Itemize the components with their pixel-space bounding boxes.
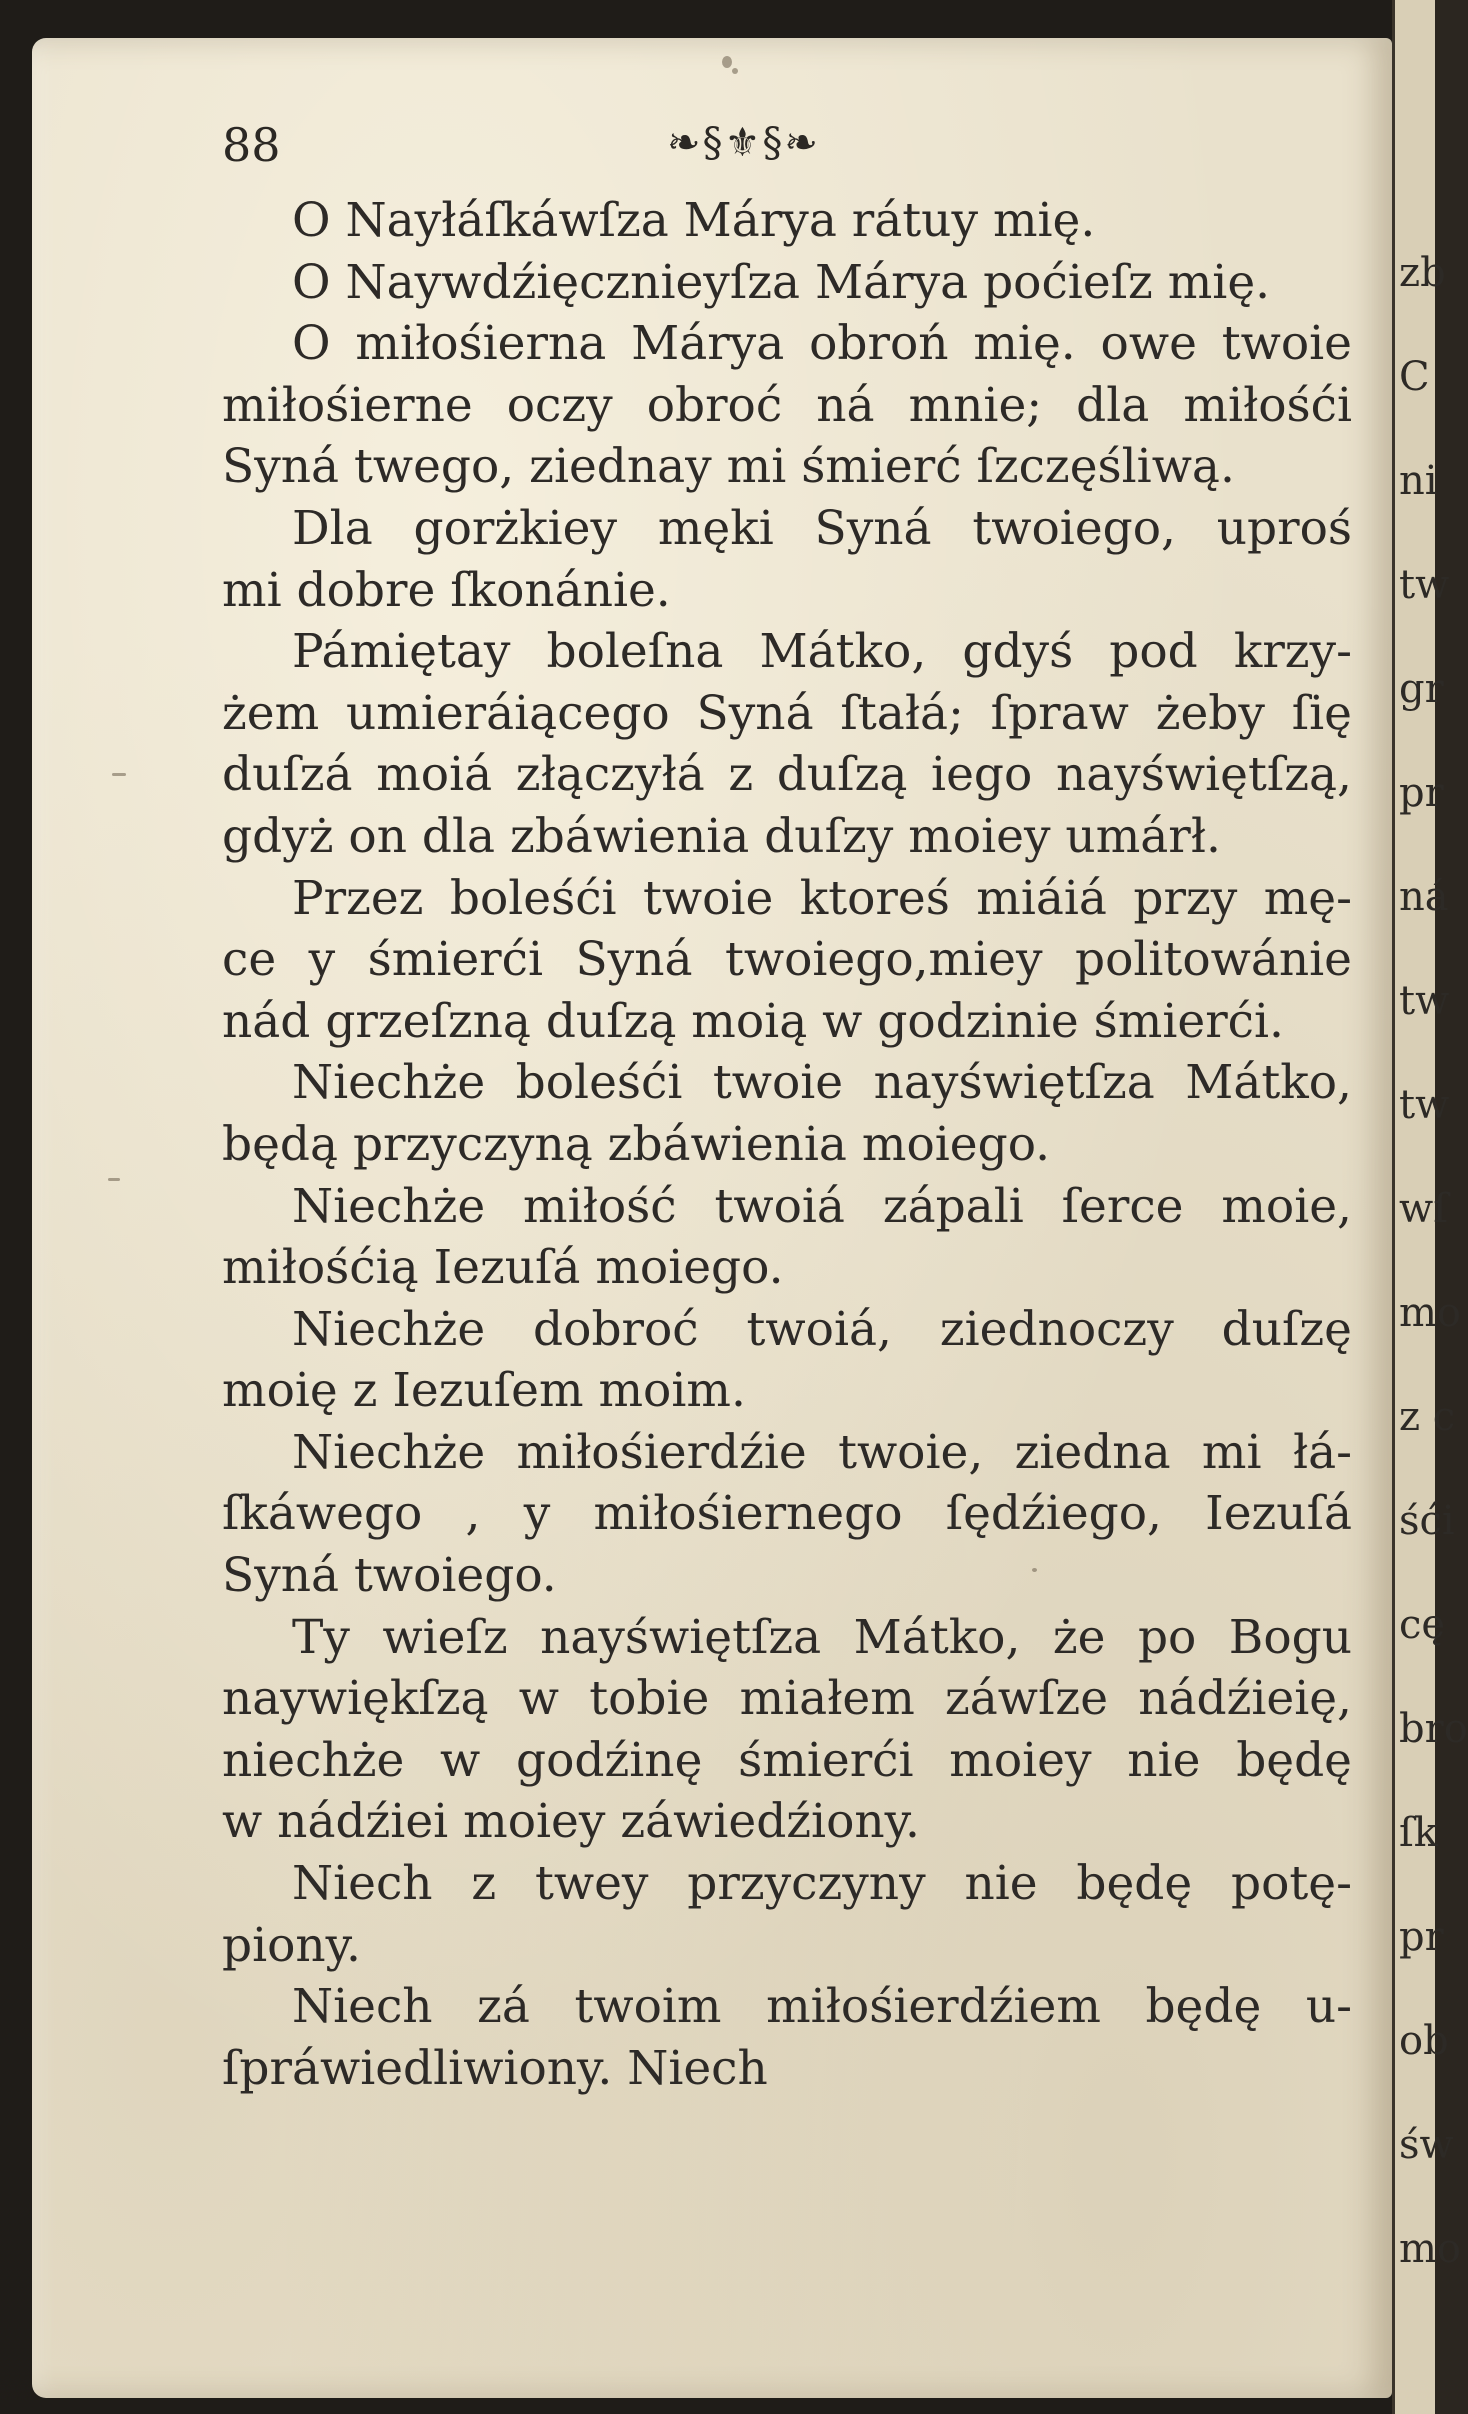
text-line: żem umieráiącego Syná ſtałá; ſpraw żeby ſię: [222, 685, 1352, 741]
adjacent-page-fragment: cę: [1399, 1602, 1446, 1648]
text-line: Niechże dobroć twoiá, ziednoczy duſzę: [292, 1301, 1352, 1357]
page-header: [172, 118, 1322, 188]
adjacent-page-edge: [1392, 0, 1468, 2414]
adjacent-page-fragment: wſ: [1399, 1186, 1449, 1232]
text-line: Niech z twey przyczyny nie będę potę-: [292, 1856, 1352, 1912]
text-line: w nádźiei moiey záwiedźiony.: [222, 1794, 920, 1850]
adjacent-page-fragment: zb: [1399, 250, 1446, 296]
text-line: Dla gorżkiey męki Syná twoiego, uproś: [292, 500, 1352, 556]
text-line: nád grzeſzną duſzą moią w godzinie śmierći.: [222, 993, 1284, 1049]
adjacent-page-fragment: pr: [1399, 770, 1444, 816]
text-line: Ty wieſz nayświętſza Mátko, że po Bogu: [292, 1609, 1352, 1665]
adjacent-page-fragment: ſk: [1399, 1810, 1439, 1856]
adjacent-page-fragment: pr: [1399, 1914, 1444, 1960]
text-line: moię z Iezuſem moim.: [222, 1363, 746, 1419]
text-line: miłośćią Iezuſá moiego.: [222, 1240, 784, 1296]
adjacent-page-fragment: bro: [1399, 1706, 1468, 1752]
prayer-text-block: [222, 190, 1362, 2099]
paper-blemish: [722, 56, 732, 68]
adjacent-page-fragment: mo: [1399, 1290, 1462, 1336]
text-line: ce y śmierći Syná twoiego,miey politowánie: [222, 932, 1352, 988]
text-line: Niechże miłość twoiá zápali ſerce moie,: [292, 1178, 1352, 1234]
text-line: duſzá moiá złączyłá z duſzą iego nayświętſzą,: [222, 747, 1352, 803]
adjacent-page-fragment: mo: [1399, 2226, 1462, 2272]
text-line: ſkáwego , y miłośiernego ſędźiego, Iezuſá: [222, 1486, 1352, 1542]
text-line: O Naywdźięcznieyſza Márya poćieſz mię.: [292, 254, 1271, 310]
text-line: Przez boleśći twoie ktoreś miáiá przy mę-: [292, 870, 1352, 926]
text-line: Syná twoiego.: [222, 1548, 557, 1604]
adjacent-page-fragment: św: [1399, 2122, 1454, 2168]
paper-blemish: [732, 68, 738, 74]
text-line: Pámiętay boleſna Mátko, gdyś pod krzy-: [292, 624, 1352, 680]
adjacent-page-fragment: C: [1399, 354, 1430, 400]
adjacent-page-fragment: ná: [1399, 874, 1449, 920]
text-line: niechże w godźinę śmierći moiey nie będę: [222, 1732, 1352, 1788]
header-ornament: ❧§⚜§❧: [667, 120, 820, 166]
text-line: mi dobre ſkonánie.: [222, 562, 671, 618]
adjacent-page-fragment: tw: [1399, 562, 1450, 608]
adjacent-page-fragment: śći: [1399, 1498, 1455, 1544]
adjacent-page-fragment: gr: [1399, 666, 1444, 712]
text-line: O miłośierna Márya obroń mię. owe twoie: [292, 316, 1352, 372]
adjacent-page-fragment: ob: [1399, 2018, 1449, 2064]
text-line: gdyż on dla zbáwienia duſzy moiey umárł.: [222, 808, 1221, 864]
text-line: będą przyczyną zbáwienia moiego.: [222, 1116, 1051, 1172]
text-line: O Nayłáſkáwſza Márya rátuy mię.: [292, 193, 1096, 248]
text-line: ſpráwiedliwiony. Niech: [222, 2040, 768, 2096]
text-line: Syná twego, ziednay mi śmierć ſzczęśliwą.: [222, 439, 1235, 495]
text-line: piony.: [222, 1917, 361, 1973]
text-line: miłośierne oczy obroć ná mnie; dla miłośći: [222, 377, 1352, 433]
adjacent-page-fragment: z c: [1399, 1394, 1456, 1440]
text-line: Niechże boleśći twoie nayświętſza Mátko,: [292, 1055, 1352, 1111]
adjacent-page-fragment: ni: [1399, 458, 1438, 504]
text-line: Niech zá twoim miłośierdźiem będę u-: [292, 1979, 1352, 2035]
page-number: 88: [222, 118, 281, 172]
adjacent-page-fragment: tw: [1399, 1082, 1450, 1128]
adjacent-page-fragment: tw: [1399, 978, 1450, 1024]
text-line: naywiękſzą w tobie miałem záwſze nádźieię,: [222, 1671, 1352, 1727]
text-line: Niechże miłośierdźie twoie, ziedna mi łá-: [292, 1424, 1352, 1480]
paper-blemish: [108, 1178, 120, 1181]
paper-blemish: [112, 773, 126, 776]
